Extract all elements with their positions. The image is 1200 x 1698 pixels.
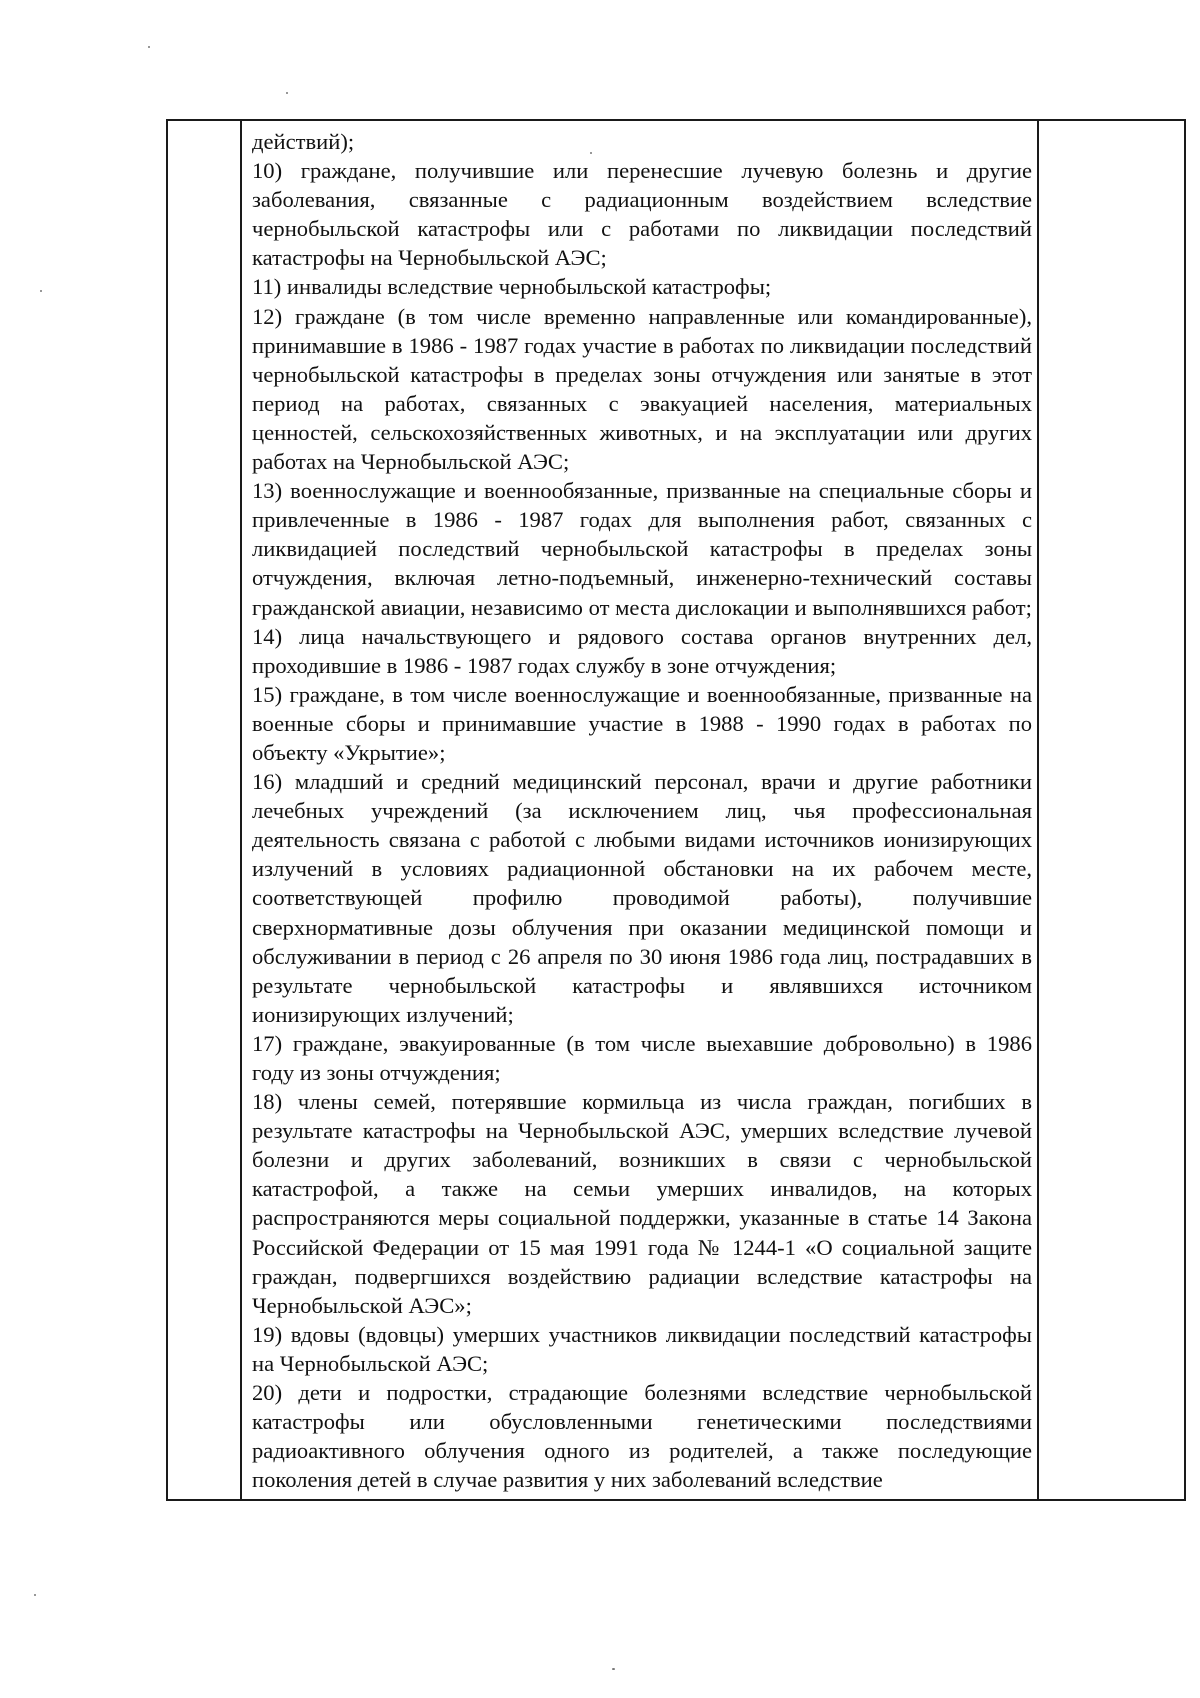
list-item-14: 14) лица начальствующего и рядового состава органов внутренних дел, проходившие в 1986 - 1987 годах службу в зоне отчуждения; [252,623,1032,678]
list-item-17: 17) граждане, эвакуированные (в том числе выехавшие добровольно) в 1986 году из зоны отчуждения; [252,1030,1032,1085]
document-table [166,119,1186,1501]
list-item-11: 11) инвалиды вследствие чернобыльской катастрофы; [252,274,772,300]
table-column-number [168,121,242,1499]
list-item-19: 19) вдовы (вдовцы) умерших участников ликвидации последствий катастрофы на Чернобыльской АЭС; [252,1321,1032,1376]
list-item-13: 13) военнослужащие и военнообязанные, призванные на специальные сборы и привлеченные в 1986 - 1987 годах для выполнения работ, связанных с ликвидацией последствий чернобыльской катастрофы в пределах зоны отчуждения, включая летно-подъемный, инженерно-технический составы гражданской авиации, независимо от места дислокации и выполнявшихся работ; [252,478,1032,620]
table-column-notes [1037,121,1184,1499]
table-column-content [252,127,1032,1495]
list-item-10: 10) граждане, получившие или перенесшие лучевую болезнь и другие заболевания, связанные с радиационным воздействием вследствие чернобыльской катастрофы или с работами по ликвидации последствий катастрофы на Чернобыльской АЭС; [252,158,1032,271]
list-item-16: 16) младший и средний медицинский персонал, врачи и другие работники лечебных учреждений (за исключением лиц, чья профессиональная деятельность связана с работой с любыми видами источников ионизирующих излучений в условиях радиационной обстановки на их рабочем месте, соответствующей профилю проводимой работы), получившие сверхнормативные дозы облучения при оказании медицинской помощи и обслуживании в период с 26 апреля по 30 июня 1986 года лиц, пострадавших в результате чернобыльской катастрофы и являвшихся источником ионизирующих излучений; [252,769,1032,1027]
list-item-18: 18) члены семей, потерявшие кормильца из числа граждан, погибших в результате катастрофы на Чернобыльской АЭС, умерших вследствие лучевой болезни и других заболеваний, возникших в связи с чернобыльской катастрофой, а также на семьи умерших инвалидов, на которых распространяются меры социальной поддержки, указанные в статье 14 Закона Российской Федерации от 15 мая 1991 года № 1244-1 «О социальной защите граждан, подвергшихся воздействию радиации вследствие катастрофы на Чернобыльской АЭС»; [252,1089,1032,1318]
paragraph-continuation: действий); [252,129,355,154]
list-item-12: 12) граждане (в том числе временно направленные или командированные), принимавшие в 1986 - 1987 годах участие в работах по ликвидации последствий чернобыльской катастрофы в пределах зоны отчуждения или занятые в этот период на работах, связанных с эвакуацией населения, материальных ценностей, сельскохозяйственных животных, и на эксплуатации или других работах на Чернобыльской АЭС; [252,303,1032,475]
list-item-15: 15) граждане, в том числе военнослужащие и военнообязанные, призванные на военные сборы и принимавшие участие в 1988 - 1990 годах в работах по объекту «Укрытие»; [252,681,1032,765]
list-item-20: 20) дети и подростки, страдающие болезнями вследствие чернобыльской катастрофы или обусловленными генетическими последствиями радиоактивного облучения одного из родителей, а также последующие поколения детей в случае развития у них заболеваний вследствие [252,1380,1032,1493]
